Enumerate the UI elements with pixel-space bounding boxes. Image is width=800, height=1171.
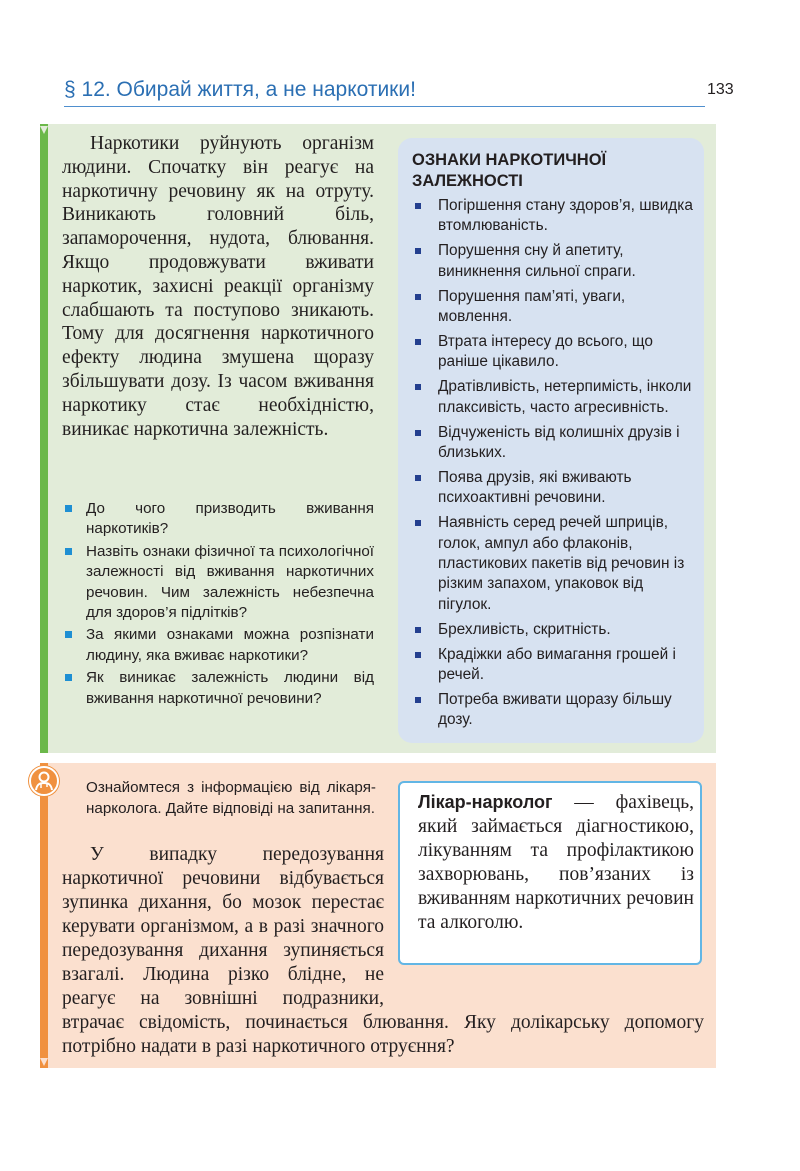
square-bullet-icon	[415, 697, 421, 703]
sign-item	[412, 513, 698, 615]
sign-item	[412, 620, 698, 640]
sign-item	[412, 241, 698, 282]
square-bullet-icon	[65, 631, 72, 638]
sign-item	[412, 423, 698, 464]
definition-text	[418, 790, 694, 935]
sign-text: Крадіжки або вимагання грошей і речей.	[438, 645, 676, 684]
section-title: § 12. Обирай життя, а не наркотики!	[64, 78, 416, 101]
task-instruction: Ознайомтеся з інформацією від лікаря-нарколога. Дайте відповіді на запитання.	[86, 779, 376, 817]
sign-text: Брехливість, скритність.	[438, 620, 611, 638]
square-bullet-icon	[65, 548, 72, 555]
sign-item	[412, 196, 698, 237]
square-bullet-icon	[415, 248, 421, 254]
square-bullet-icon	[415, 652, 421, 658]
sign-text: Погіршення стану здоров’я, швидка втомлюваність.	[438, 197, 693, 235]
intro-paragraph: Наркотики руйнують організм людини. Спочатку він реагує на наркотичну речовину як на отруту. Виникають головний біль, запаморочення, нудота, блювання. Якщо продовжувати вживати наркотик, захисні реакції організму слабшають та поступово зникають. Тому для досягнення наркотичного ефекту людина змушена щоразу збільшувати дозу. Із часом вживання наркотику стає необхідністю, виникає наркотична залежність.	[62, 133, 374, 440]
square-bullet-icon	[415, 384, 421, 390]
sign-item	[412, 287, 698, 328]
sign-item	[412, 377, 698, 418]
square-bullet-icon	[415, 475, 421, 481]
sign-item	[412, 332, 698, 373]
page-number: 133	[707, 81, 734, 98]
square-bullet-icon	[415, 627, 421, 633]
story-text: У випадку передозування наркотичної речовини відбувається зупинка дихання, бо мозок перестає керувати організмом, а в разі значного передозування дихання зупиняється взагалі. Людина різко блідне, не реагує на зовнішні подразники, втрачає свідомість, починається блювання. Яку долікарську допомогу потрібно надати в разі наркотичного отруєння?	[62, 844, 704, 1057]
bar-arrow-icon	[40, 126, 48, 134]
sign-text: Потреба вживати щоразу більшу дозу.	[438, 690, 672, 729]
task-block-bar	[40, 763, 48, 1068]
square-bullet-icon	[415, 430, 421, 436]
sign-text: Відчуженість від колишніх друзів і близьких.	[438, 423, 680, 461]
questions-list	[62, 499, 374, 711]
sign-item	[412, 468, 698, 509]
question-item	[62, 499, 374, 540]
question-item	[62, 625, 374, 666]
square-bullet-icon	[415, 339, 421, 345]
sign-text: Наявність серед речей шприців, голок, ампул або флаконів, пластикових пакетів від речовин із різким запахом, упаковок від пігулок.	[438, 514, 685, 613]
sign-text: Дратівливість, нетерпимість, інколи плаксивість, часто агресивність.	[438, 378, 692, 416]
signs-list	[412, 196, 698, 735]
question-item	[62, 542, 374, 624]
square-bullet-icon	[65, 505, 72, 512]
header-rule	[64, 106, 705, 107]
info-block-bar	[40, 124, 48, 753]
question-item	[62, 668, 374, 709]
bar-arrow-icon	[40, 1058, 48, 1066]
square-bullet-icon	[415, 294, 421, 300]
sign-text: Порушення пам’яті, уваги, мовлення.	[438, 287, 626, 326]
question-text: За якими ознаками можна розпізнати людину, яка вживає наркотики?	[86, 626, 374, 664]
definition-term: Лікар-нарколог	[418, 792, 553, 812]
square-bullet-icon	[415, 203, 421, 209]
sign-text: Втрата інтересу до всього, що раніше цікавило.	[438, 332, 653, 371]
doctor-icon	[28, 765, 60, 797]
question-text: Як виникає залежність людини від вживання наркотичної речовини?	[86, 669, 374, 707]
sign-item	[412, 690, 698, 731]
sign-text: Поява друзів, які вживають психоактивні речовини.	[438, 468, 632, 507]
square-bullet-icon	[65, 674, 72, 681]
question-text: Назвіть ознаки фізичної та психологічної залежності від вживання наркотичних речовин. Чим залежність небезпечна для здоров’я підлітків?	[86, 542, 374, 622]
question-text: До чого призводить вживання наркотиків?	[86, 500, 374, 538]
definition-body: — фахівець, який займається діагностикою, лікуванням та профілактикою захворювань, пов’язаних із вживанням наркотичних речовин та алкоголю.	[418, 792, 694, 933]
sign-item	[412, 645, 698, 686]
square-bullet-icon	[415, 520, 421, 526]
signs-title: ОЗНАКИ НАРКОТИЧНОЇ ЗАЛЕЖНОСТІ	[412, 151, 607, 190]
sign-text: Порушення сну й апетиту, виникнення сильної спраги.	[438, 242, 636, 280]
